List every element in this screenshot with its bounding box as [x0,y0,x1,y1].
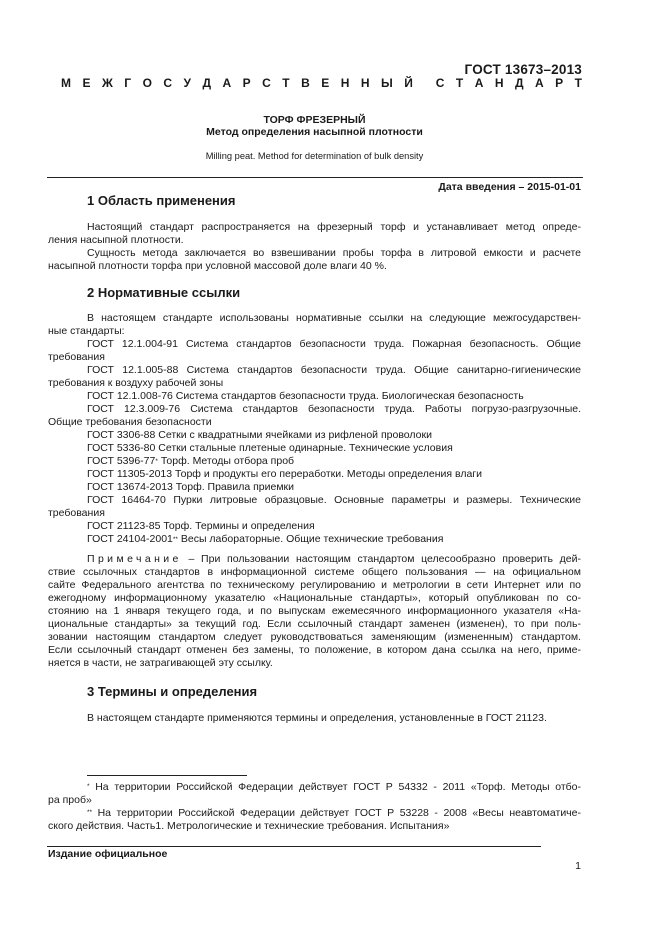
text-line: стоянию на 1 января текущего года, и по выпускам ежемесячного информационного указателя «На- [48,605,581,617]
text-fragment: – При пользовании настоящим стандартом целесообразно проверить дей- [181,553,581,565]
english-title: Milling peat. Method for determination of bulk density [205,151,424,161]
footnote-mark: ** [87,809,93,816]
banner-letter: Т [574,76,582,90]
banner-letter: Е [321,76,330,90]
text-line: зовании настоящим стандартом следует руководствоваться заменяющим (измененным) стандартом. [48,631,581,643]
text-line: Сущность метода заключается во взвешивании пробы торфа в литровой емкости и расчете [87,247,581,259]
text-fragment: Торф. Методы отбора проб [157,455,295,467]
banner-letter: Й [404,76,413,90]
reference-gost-11305: ГОСТ 11305-2013 Торф и продукты его переработки. Методы определения влаги [87,468,483,480]
footnote-mark: * [155,458,158,465]
banner-letter: О [142,76,152,90]
footnote-1 [48,781,581,807]
date-of-introduction: Дата введения – 2015-01-01 [438,181,581,193]
banner-letter: Д [514,76,524,90]
text-line: ежегодному информационному указателю «Национальные стандарты», который опубликован по со- [48,592,581,604]
text-line: циональные стандарты» за текущий год. Если ссылочный стандарт заменен (изменен), то при поль- [48,618,581,630]
banner-letter: М [61,76,71,90]
note-label: Примечание [87,553,182,565]
text-line [48,807,581,820]
reference-gost-12-1-004: ГОСТ 12.1.004-91 Система стандартов безопасности труда. Пожарная безопасность. Общие [87,338,581,350]
document-title: ТОРФ ФРЕЗЕРНЫЙ [263,114,366,126]
reference-gost-5396 [48,455,581,468]
banner-letter: С [163,76,173,90]
section-3-heading: 3 Термины и определения [87,684,258,699]
reference-gost-5336: ГОСТ 5336-80 Сетки стальные плетеные одинарные. Технические условия [87,442,453,454]
text-line: ления насыпной плотности. [48,234,184,246]
section-1-body [48,221,581,273]
banner-letter: Ы [380,76,393,90]
reference-gost-12-3-009: ГОСТ 12.3.009-76 Система стандартов безопасности труда. Работы погрузо-разгрузочные. [87,403,581,415]
banner-letter: Г [124,76,132,90]
reference-gost-12-1-008: ГОСТ 12.1.008-76 Система стандартов безопасности труда. Биологическая безопасность [87,390,524,402]
reference-gost-24104 [48,533,581,546]
text-line: ствие ссылочных стандартов в информационной системе общего пользования — на официальном [48,566,581,578]
banner-letter: Е [82,76,91,90]
gost-number: ГОСТ 13673–2013 [464,62,582,77]
section-2-body [48,312,581,546]
banner-letter: А [535,76,544,90]
section-3-body [48,712,581,725]
text-line: ра проб» [48,794,92,806]
title-divider [47,177,583,178]
banner-letter: С [262,76,271,90]
banner-letter: У [183,76,191,90]
text-fragment: ГОСТ 24104-2001 [87,533,173,545]
text-line: няется в части, не затрагивающей эту ссылку. [48,657,273,669]
text-line: В настоящем стандарте применяются термины и определения, установленные в ГОСТ 21123. [87,712,547,724]
footer-divider [47,846,541,847]
reference-gost-3306: ГОСТ 3306-88 Сетки с квадратными ячейками из рифленой проволоки [87,429,432,441]
banner-letter: А [222,76,232,90]
banner-letter: Н [340,76,350,90]
text-line: требования [48,351,105,363]
page-number: 1 [575,860,581,872]
section-2-heading: 2 Нормативные ссылки [87,285,241,300]
footnote-2 [48,807,581,833]
reference-gost-21123: ГОСТ 21123-85 Торф. Термины и определения [87,520,315,532]
banner-letter: Р [242,76,251,90]
text-line [48,553,581,566]
banner-letter: Н [360,76,370,90]
text-line: В настоящем стандарте использованы нормативные ссылки на следующие межгосударствен- [87,312,581,324]
banner-letter: Т [455,76,464,90]
text-line: Если ссылочный стандарт отменен без замены, то положение, в котором дана ссылка на него, приме- [48,644,581,656]
text-line: ского действия. Часть1. Метрологические и технические требования. Испытания» [48,820,450,832]
official-edition-label: Издание официальное [48,848,168,860]
text-line: насыпной плотности торфа при условной массовой доле влаги 40 %. [48,260,387,272]
banner-letter: Т [282,76,290,90]
footnote-divider [87,775,247,776]
banner-letter: Д [202,76,212,90]
banner-letter: Р [555,76,564,90]
text-line: требования [48,507,105,519]
document-subtitle: Метод определения насыпной плотности [206,126,423,138]
text-fragment: На территории Российской Федерации действует ГОСТ Р 54332 - 2011 «Торф. Методы отбо- [89,781,581,793]
text-line: сайте Федерального агентства по техническому регулированию и метрологии в сети Интернет или по [48,579,581,591]
section-1-heading: 1 Область применения [87,193,236,208]
footnote-mark: * [87,783,90,790]
text-line [48,781,581,794]
interstate-standard-banner [61,76,582,90]
note-block [48,553,581,670]
banner-letter: А [474,76,484,90]
text-line: требования к воздуху рабочей зоны [48,377,224,389]
reference-gost-13674: ГОСТ 13674-2013 Торф. Правила приемки [87,481,295,493]
reference-gost-12-1-005: ГОСТ 12.1.005-88 Система стандартов безопасности труда. Общие санитарно-гигиенические [87,364,581,376]
banner-letter: В [301,76,310,90]
text-fragment: Весы лабораторные. Общие технические требования [177,533,444,545]
banner-letter: Н [494,76,504,90]
banner-letter: Ж [101,76,113,90]
text-fragment: На территории Российской Федерации действует ГОСТ Р 53228 - 2008 «Весы неавтоматиче- [92,807,581,819]
banner-letter: С [435,76,445,90]
reference-gost-16464: ГОСТ 16464-70 Пурки литровые образцовые. Основные параметры и размеры. Технические [87,494,581,506]
footnote-mark: ** [172,536,178,543]
text-line: Общие требования безопасности [48,416,212,428]
text-fragment: ГОСТ 5396-77 [87,455,156,467]
text-line: Настоящий стандарт распространяется на фрезерный торф и устанавливает метод опреде- [87,221,581,233]
text-line: ные стандарты: [48,325,125,337]
